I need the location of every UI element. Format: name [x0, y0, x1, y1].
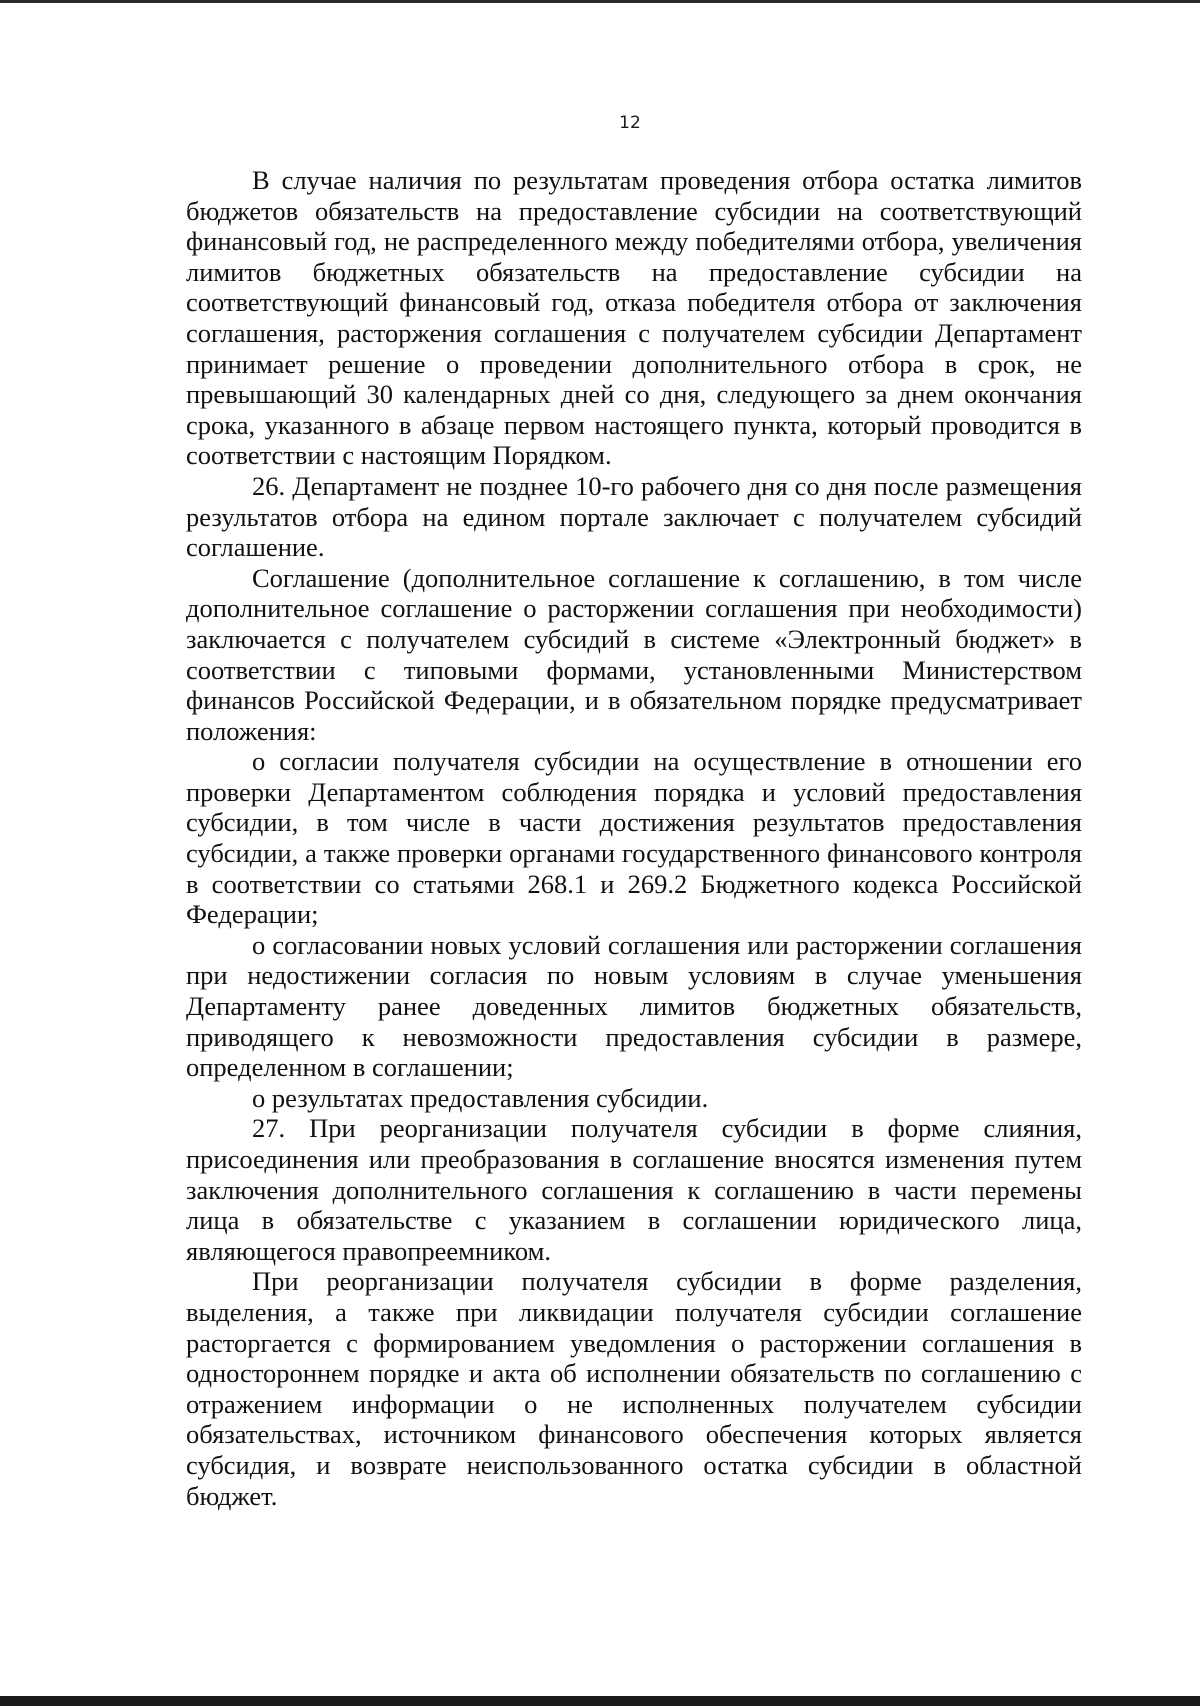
scan-edge-top	[0, 0, 1200, 3]
page-number: 12	[619, 113, 641, 133]
paragraph-new-conditions-provision: о согласовании новых условий соглашения или расторжении соглашения при недостижении согласия по новым условиям в случае уменьшения Департаменту ранее доведенных лимитов бюджетных обязательств, приводящего к невозможности предоставления субсидии в размере, определенном в соглашении;	[186, 929, 1082, 1083]
paragraph-item-27: 27. При реорганизации получателя субсидии в форме слияния, присоединения или преобразования в соглашение вносятся изменения путем заключения дополнительного соглашения к соглашению в части перемены лица в обязательстве с указанием в соглашении юридического лица, являющегося правопреемником.	[186, 1113, 1082, 1266]
paragraph-results-provision: о результатах предоставления субсидии.	[252, 1082, 709, 1113]
paragraph-additional-selection: В случае наличия по результатам проведения отбора остатка лимитов бюджетов обязательств на предоставление субсидии на соответствующий финансовый год, не распределенного между победителями отбора, увеличения лимитов бюджетных обязательств на предоставление субсидии на соответствующий финансовый год, отказа победителя отбора от заключения соглашения, расторжения соглашения с получателем субсидии Департамент принимает решение о проведении дополнительного отбора в срок, не превышающий 30 календарных дней со дня, следующего за днем окончания срока, указанного в абзаце первом настоящего пункта, который проводится в соответствии с настоящим Порядком.	[186, 165, 1082, 471]
paragraph-reorganization-termination: При реорганизации получателя субсидии в форме разделения, выделения, а также при ликвидации получателя субсидии соглашение расторгается с формированием уведомления о расторжении соглашения в одностороннем порядке и акта об исполнении обязательств по соглашению с отражением информации о не исполненных получателем субсидии обязательствах, источником финансового обеспечения которых является субсидия, и возврате неиспользованного остатка субсидии в областной бюджет.	[186, 1266, 1082, 1511]
scan-edge-bottom	[0, 1696, 1200, 1706]
document-body	[186, 165, 1082, 1511]
paragraph-agreement: Соглашение (дополнительное соглашение к соглашению, в том числе дополнительное соглашение о расторжении соглашения при необходимости) заключается с получателем субсидий в системе «Электронный бюджет» в соответствии с типовыми формами, установленными Министерством финансов Российской Федерации, и в обязательном порядке предусматривает положения:	[186, 562, 1082, 746]
paragraph-consent-provision: о согласии получателя субсидии на осуществление в отношении его проверки Департаментом соблюдения порядка и условий предоставления субсидии, в том числе в части достижения результатов предоставления субсидии, а также проверки органами государственного финансового контроля в соответствии со статьями 268.1 и 269.2 Бюджетного кодекса Российской Федерации;	[186, 746, 1082, 930]
paragraph-item-26: 26. Департамент не позднее 10-го рабочего дня со дня после размещения результатов отбора на едином портале заключает с получателем субсидий соглашение.	[186, 470, 1082, 563]
